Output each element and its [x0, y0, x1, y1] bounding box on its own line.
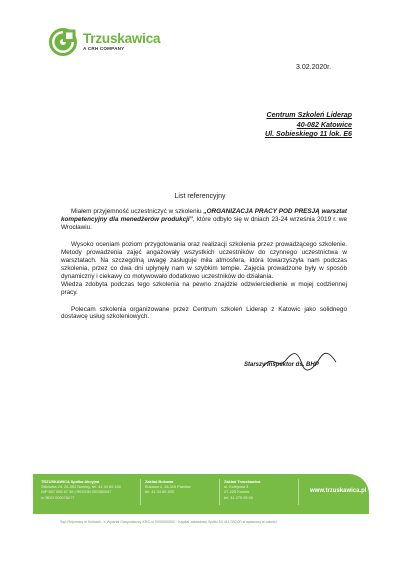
footer-trzuskawica-name: Zakład Trzuskawica — [224, 479, 261, 484]
footer-bukowa-name: Zakład Bukowa — [145, 479, 174, 484]
signature-title: Starszy Inspektor ds. BHP — [244, 362, 319, 368]
footer-plant-bukowa — [145, 479, 191, 495]
logo-company: A CRH COMPANY — [83, 46, 125, 52]
paragraph-2-text: Wysoko oceniam poziom przygotowania oraz realizacji szkolenia przez prowadzącego szkolenie. Metody prowadzenia zajęć angażowały wszystkich uczestników do czynnego uczestnictwa w warsztatach. Na szczególną uwagę zasługuje miła atmosfera, która towarzyszyła nam podczas szkolenia, przez co dwa dni upłynęły nam w szybkim tempie. Zajęcia prowadzone były w sposób dynamiczny i ciekawy co motywowało dodatkowo uczestników do działania. — [61, 240, 347, 280]
letter-heading: List referencyjny — [174, 193, 226, 200]
footer-trzuskawica-street: ul. Kolejowa 3 — [224, 484, 249, 490]
training-title: „ORGANIZACJA PRACY POD PRESJĄ warsztat kompetencyjny dla menedżerów produkcji” — [61, 208, 347, 223]
footer-company — [41, 479, 121, 500]
recipient-name: Centrum Szkoleń Liderap — [266, 111, 352, 119]
paragraph-1-intro: Miałem przyjemność uczestniczyć w szkoleniu — [71, 208, 204, 215]
footer-divider — [219, 479, 220, 505]
paragraph-1 — [61, 208, 347, 232]
footer-company-bdo: nr BDO 000076277 — [41, 494, 75, 500]
footer-website: www.trzuskawica.pl — [310, 488, 367, 494]
trzuskawica-logo-icon — [49, 28, 77, 56]
footer-plant-trzuskawica — [224, 479, 260, 500]
recipient-street: Ul. Sobieskiego 11 lok. E6 — [265, 130, 352, 139]
signature-scribble — [262, 350, 338, 372]
footer-company-ids: NIP 657 008 67 30 | REGON 000380047 — [41, 489, 112, 495]
paragraph-2-last: Wiedza zdobyta podczas tego szkolenia na pewno znajdzie odzwierciedlenie w mojej codziennej pracy. — [61, 280, 347, 296]
logo-name: Trzuskawica — [83, 30, 161, 46]
footer-band — [33, 474, 369, 514]
footer-bukowa-address: Bukowa 1, 26-115 Pawłów — [145, 484, 191, 490]
paragraph-1-end: , które odbyło się w dniach 23-24 września 2019 r. we Wrocławiu. — [61, 215, 347, 231]
recipient-address — [232, 111, 352, 140]
footer-bukowa-phone: tel. 41 34 60 400 — [145, 489, 174, 495]
letter-body — [61, 208, 347, 321]
recipient-city: 40-082 Katowice — [296, 120, 352, 129]
footer-company-address: Sitkówka 24, 26-052 Nowiny, tel. 41 34 60 100 — [41, 484, 121, 490]
footer-divider — [298, 479, 299, 505]
footer-company-name: TRZUSKAWICA Spółka Akcyjna — [41, 479, 100, 484]
company-logo — [49, 28, 160, 56]
footer-divider — [140, 479, 141, 505]
footer-trzuskawica-city: 27-225 Kunów — [224, 489, 250, 495]
footer-trzuskawica-phone: tel. 41 275 95 00 — [224, 494, 253, 500]
paragraph-2 — [61, 241, 347, 297]
letter-date: 3.02.2020r. — [296, 64, 332, 71]
paragraph-3: Polecam szkolenia organizowane przez Centrum szkoleń Liderap z Katowic jako solidnego dostawcę usług szkoleniowych. — [61, 305, 347, 321]
footer-legal-line: Sąd Rejonowy w Kielcach, X Wydział Gospodarczy KRS nr 0000000000 · Kapitał zakładowy Spółki 53 411 030,00 zł wpłacony w całości — [60, 520, 277, 524]
